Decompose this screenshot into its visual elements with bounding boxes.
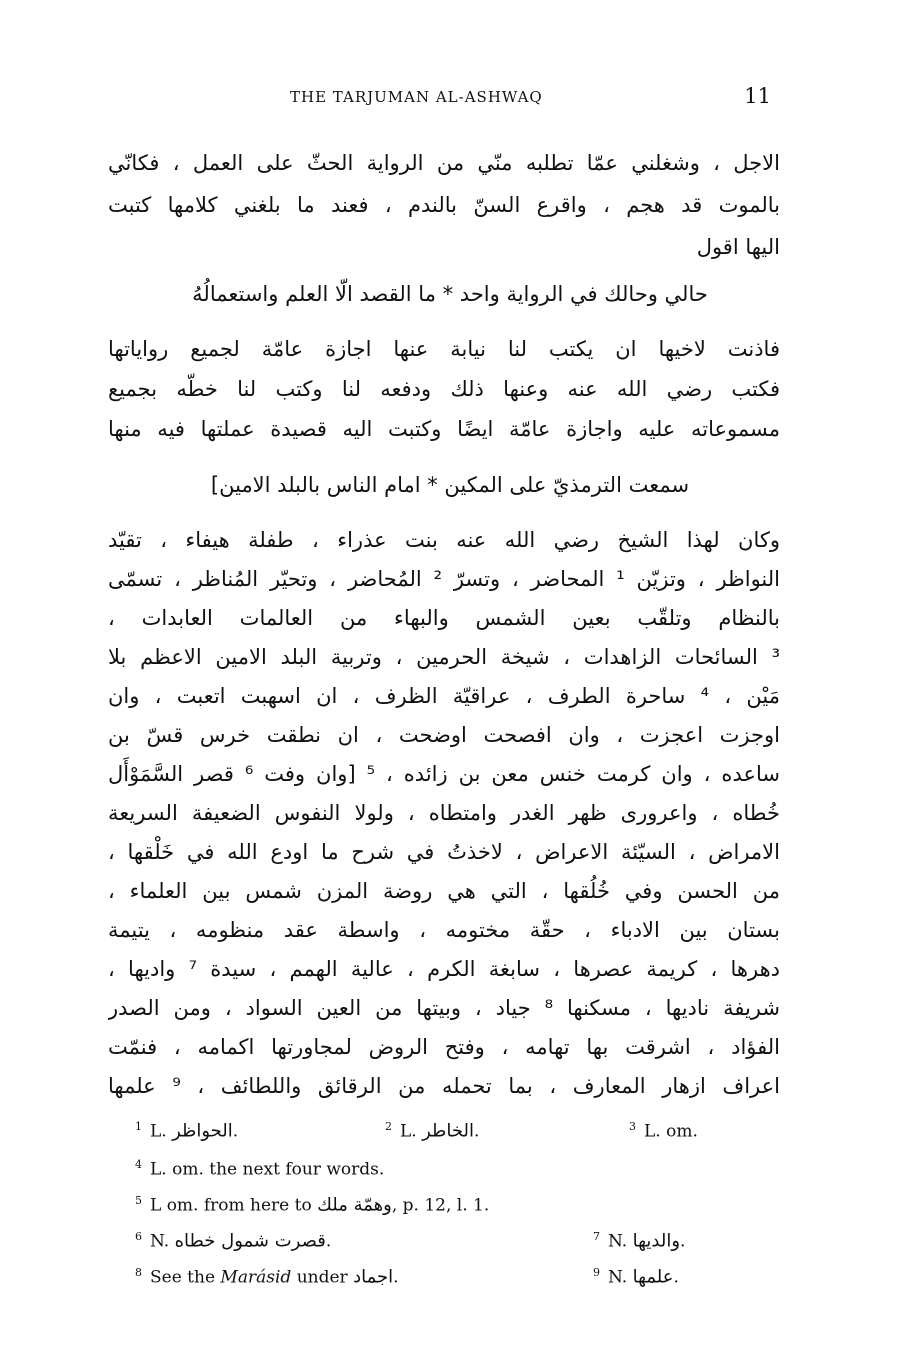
footnote-3: $^3$ L. om. [629, 1120, 698, 1142]
text-line: اليها اقول [696, 235, 780, 259]
text-line: خُطاه ، واعرورى ظهر الغدر وامتطاه ، ولولا النفوس الضعيفة السريعة [108, 801, 780, 825]
text-line: مَيْن ، ⁴ ساحرة الطرف ، عراقيّة الظرف ، ان اسهبت اتعبت ، وان [108, 684, 780, 708]
page-number: 11 [744, 84, 771, 108]
text-line: من الحسن وفي خُلُقها ، التي هي روضة المزن شمس بين العلماء ، [108, 879, 780, 903]
footnote-5: $^5$ L om. from here to وهمّة ملك, p. 12, l. 1. [135, 1194, 490, 1216]
text-line: شريفة ناديها ، مسكنها ⁸ جياد ، وبيتها من العين السواد ، ومن الصدر [108, 996, 780, 1020]
verse-line: حالي وحالك في الرواية واحد * ما القصد الّا العلم واستعمالُهُ [192, 282, 708, 306]
footnote-1: $^1$ L. الحواظر. [135, 1120, 239, 1142]
text-line: وكان لهذا الشيخ رضي الله عنه بنت عذراء ، طفلة هيفاء ، تقيّد [108, 528, 780, 552]
text-line: الامراض ، السيّئة الاعراض ، لاخذتُ في شرح ما اودع الله في خَلْقها ، [108, 840, 780, 864]
footnote-4: $^4$ L. om. the next four words. [135, 1158, 385, 1180]
text-line: النواظر ، وتزيّن ¹ المحاضر ، وتسرّ ² المُحاضر ، وتحيّر المُناظر ، تسمّى [108, 567, 780, 591]
text-line: ³ السائحات الزاهدات ، شيخة الحرمين ، وتربية البلد الامين الاعظم بلا [108, 645, 780, 669]
text-line: بستان بين الادباء ، حقّة مختومه ، واسطة عقد منظومه ، يتيمة [108, 918, 780, 942]
text-line: دهرها ، كريمة عصرها ، سابغة الكرم ، عالية الهمم ، سيدة ⁷ واديها ، [108, 957, 780, 981]
text-line: مسموعاته عليه واجازة عامّة ايضًا وكتبت اليه قصيدة عملتها فيه منها [108, 417, 780, 441]
footnote-6: $^6$ N. قصرت شمول خطاه. [135, 1230, 332, 1252]
text-line: اعراف ازهار المعارف ، بما تحمله من الرقائق واللطائف ، ⁹ علمها [108, 1074, 780, 1098]
text-line: بالموت قد هجم ، واقرع السنّ بالندم ، فعند ما بلغني كلامها كتبت [108, 193, 780, 217]
text-line: اوجزت اعجزت ، وان افصحت اوضحت ، ان نطقت خرس قسّ بن [108, 723, 780, 747]
running-title: THE TARJUMAN AL-ASHWAQ [290, 88, 543, 106]
text-line: فكتب رضي الله عنه وعنها ذلك ودفعه لنا وكتب لنا خطّه بجميع [108, 377, 780, 401]
footnote-8: $^8$ See the Marásid under اجماد. [135, 1266, 399, 1288]
text-line: الاجل ، وشغلني عمّا تطلبه منّي من الرواية الحثّ على العمل ، فكانّي [108, 151, 780, 175]
footnote-9: $^9$ N. علمها. [593, 1266, 679, 1288]
verse-line: سمعت الترمذيّ على المكين * امام الناس بالبلد الامين] [210, 473, 690, 497]
footnotes [135, 1120, 745, 1290]
text-line: ساعده ، وان كرمت خنس معن بن زائده ، ⁵ [وان وفت ⁶ قصر السَّمَوْأَل [108, 762, 780, 786]
page-header [150, 84, 775, 112]
footnote-7: $^7$ N. والديها. [593, 1230, 686, 1252]
footnote-2: $^2$ L. الخاطر. [385, 1120, 480, 1142]
text-line: بالنظام وتلقّب بعين الشمس والبهاء من العالمات العابدات ، [108, 606, 780, 630]
text-line: الفؤاد ، اشرقت بها تهامه ، وفتح الروض لمجاورتها اكمامه ، فنمّت [108, 1035, 780, 1059]
text-line: فاذنت لاخيها ان يكتب لنا نيابة عنها اجازة عامّة لجميع رواياتها [108, 337, 780, 361]
